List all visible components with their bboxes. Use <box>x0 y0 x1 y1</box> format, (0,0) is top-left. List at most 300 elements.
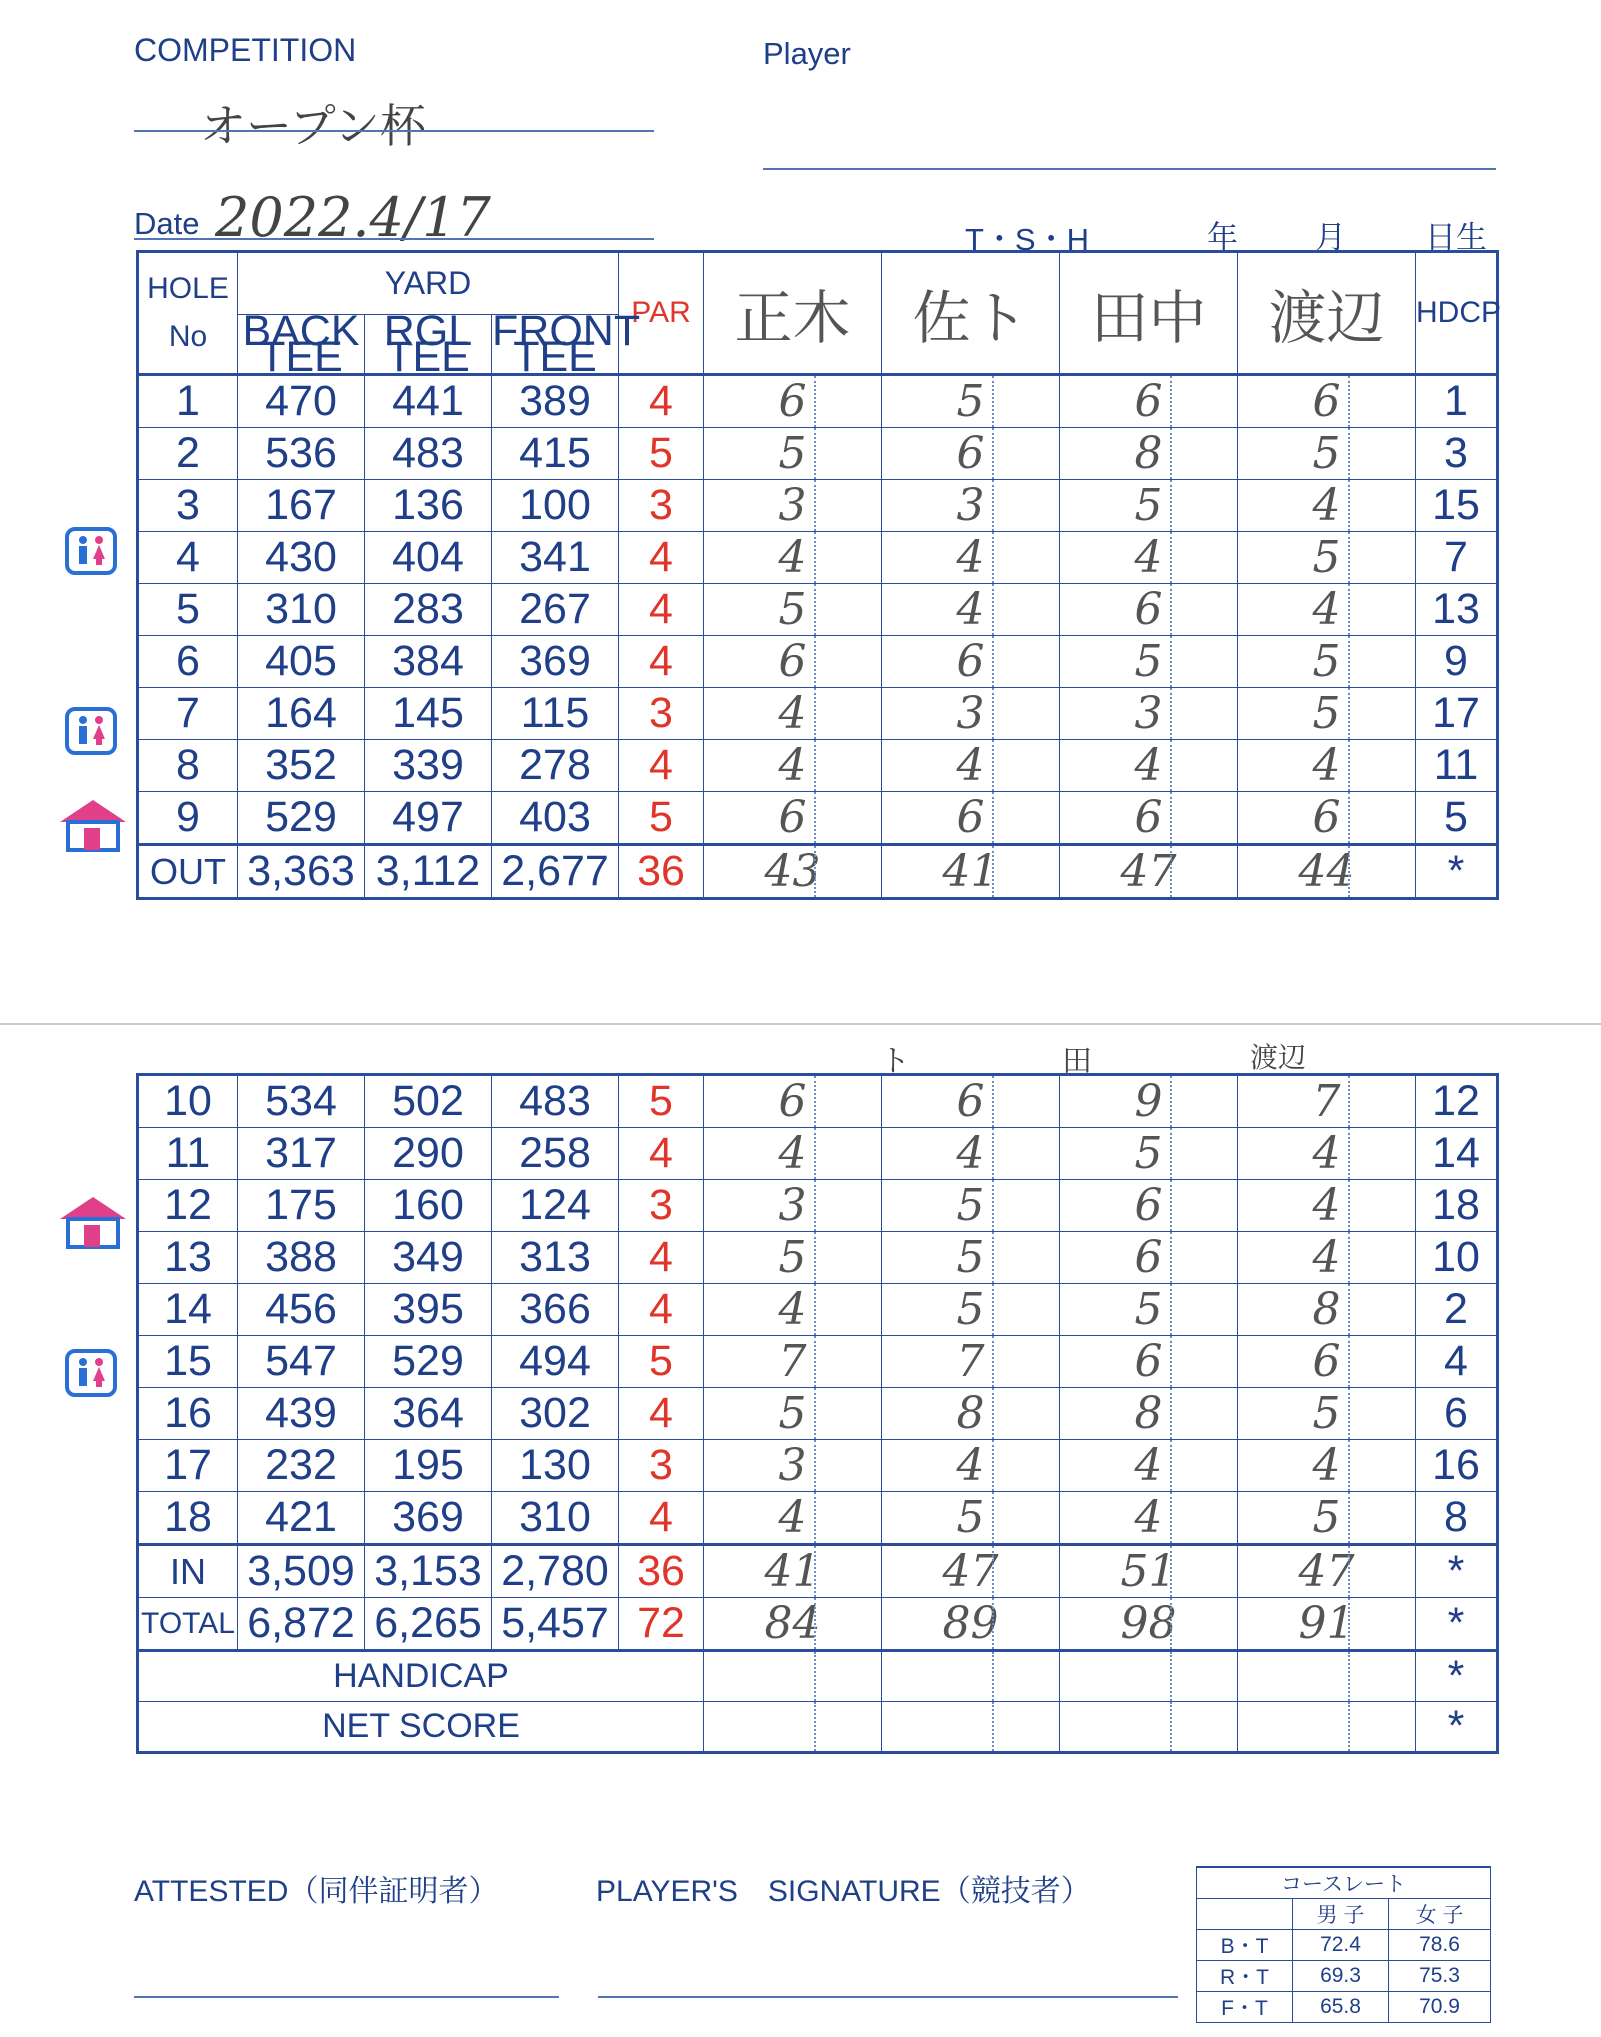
back-tee-yard: 470 <box>238 375 365 428</box>
front-tee-yard: 310 <box>492 1492 619 1545</box>
score-value: 7 <box>1312 1076 1341 1127</box>
score-value: 3 <box>956 688 985 739</box>
back-tee-yard: 175 <box>238 1180 365 1232</box>
yard-header: YARD <box>238 252 619 315</box>
par-value: 3 <box>619 480 704 532</box>
player-line <box>763 168 1496 170</box>
score-value: 5 <box>1134 1128 1163 1179</box>
front-tee-yard: 115 <box>492 688 619 740</box>
rgl-tee-yard: 395 <box>365 1284 492 1336</box>
score-cell <box>1238 792 1416 845</box>
score-value: 4 <box>778 532 807 583</box>
score-value: 4 <box>1134 1492 1163 1543</box>
score-cell <box>1238 1075 1416 1128</box>
score-value: 4 <box>778 1128 807 1179</box>
score-cell <box>1060 584 1238 636</box>
score-cell <box>1238 1284 1416 1336</box>
hole-row <box>138 532 1498 584</box>
score-cell <box>1238 1180 1416 1232</box>
score-value: 4 <box>1134 740 1163 791</box>
score-value: 5 <box>778 1232 807 1283</box>
rgl-tee-yard: 364 <box>365 1388 492 1440</box>
hdcp-value: 2 <box>1416 1284 1498 1336</box>
back-tee-yard: 456 <box>238 1284 365 1336</box>
front-tee-yard: 278 <box>492 740 619 792</box>
back-tee-total: 6,872 <box>238 1598 365 1651</box>
row-label: TOTAL <box>138 1598 238 1651</box>
front-tee-yard: 494 <box>492 1336 619 1388</box>
score-value: 3 <box>778 1180 807 1231</box>
score-value: 8 <box>1134 1388 1163 1439</box>
score-cell <box>1060 1545 1238 1598</box>
rgl-tee-yard: 502 <box>365 1075 492 1128</box>
score-value: 6 <box>1312 1336 1341 1387</box>
rgl-tee-yard: 160 <box>365 1180 492 1232</box>
course-rate-table <box>1196 1866 1491 2023</box>
hdcp-header: HDCP <box>1416 252 1498 375</box>
score-value: 6 <box>1134 376 1163 427</box>
course-rate-women: 70.9 <box>1389 1992 1491 2023</box>
score-cell <box>704 740 882 792</box>
hole-number: 12 <box>138 1180 238 1232</box>
par-total: 36 <box>619 1545 704 1598</box>
back-tee-yard: 421 <box>238 1492 365 1545</box>
birth-label: 日生 <box>1425 220 1487 255</box>
score-value: 5 <box>1312 1492 1341 1543</box>
hole-number: 17 <box>138 1440 238 1492</box>
rest-house-icon <box>58 1195 128 1249</box>
score-cell <box>704 688 882 740</box>
back-tee-yard: 405 <box>238 636 365 688</box>
front-tee-yard: 267 <box>492 584 619 636</box>
score-value: 5 <box>778 1388 807 1439</box>
hole-number: 14 <box>138 1284 238 1336</box>
signature-label: PLAYER'S SIGNATURE（競技者） <box>596 1875 1091 1908</box>
course-rate-tee: F・T <box>1197 1992 1293 2023</box>
score-cell <box>704 1232 882 1284</box>
score-cell <box>704 792 882 845</box>
score-cell <box>1060 1702 1238 1753</box>
score-value: 4 <box>778 740 807 791</box>
score-cell <box>1060 1598 1238 1651</box>
player-name-4: 渡辺 <box>1238 252 1416 375</box>
rgl-tee-yard: 195 <box>365 1440 492 1492</box>
score-cell <box>1060 792 1238 845</box>
score-value: 6 <box>778 792 807 843</box>
score-value: 4 <box>956 584 985 635</box>
score-value: 98 <box>1120 1598 1177 1649</box>
score-cell <box>704 1492 882 1545</box>
front-tee-yard: 483 <box>492 1075 619 1128</box>
back-tee-yard: 439 <box>238 1388 365 1440</box>
hdcp-value: 8 <box>1416 1492 1498 1545</box>
score-cell <box>882 1232 1060 1284</box>
score-value: 8 <box>1134 428 1163 479</box>
score-value: 5 <box>778 584 807 635</box>
score-cell <box>882 375 1060 428</box>
score-value: 5 <box>956 376 985 427</box>
score-value: 47 <box>942 1546 999 1597</box>
score-cell <box>882 1180 1060 1232</box>
row-label: OUT <box>138 845 238 899</box>
score-value: 4 <box>1312 480 1341 531</box>
score-value: 4 <box>1312 1232 1341 1283</box>
score-cell <box>1060 636 1238 688</box>
score-cell <box>1060 688 1238 740</box>
hole-row <box>138 480 1498 532</box>
score-value: 6 <box>1134 1336 1163 1387</box>
front-tee-total: 2,780 <box>492 1545 619 1598</box>
score-value: 4 <box>1312 1440 1341 1491</box>
hdcp-value: 14 <box>1416 1128 1498 1180</box>
score-cell <box>704 1598 882 1651</box>
score-value: 6 <box>1134 1232 1163 1283</box>
score-cell <box>704 1388 882 1440</box>
score-cell <box>1238 1545 1416 1598</box>
par-value: 4 <box>619 1284 704 1336</box>
score-value: 51 <box>1120 1546 1177 1597</box>
par-value: 4 <box>619 740 704 792</box>
score-value: 4 <box>1312 740 1341 791</box>
score-cell <box>882 845 1060 899</box>
score-value: 4 <box>956 532 985 583</box>
score-value: 6 <box>1312 376 1341 427</box>
hdcp-value: 3 <box>1416 428 1498 480</box>
row-label: HANDICAP <box>138 1651 704 1702</box>
score-cell <box>1060 1180 1238 1232</box>
restroom-icon <box>65 527 117 575</box>
date-label: Date <box>134 206 200 241</box>
hole-number: 1 <box>138 375 238 428</box>
score-cell <box>1060 1388 1238 1440</box>
player-label: Player <box>763 36 851 71</box>
score-cell <box>1060 740 1238 792</box>
hole-no-header: HOLE No <box>138 252 238 375</box>
back-tee-yard: 167 <box>238 480 365 532</box>
front-tee-yard: 124 <box>492 1180 619 1232</box>
hole-row <box>138 1075 1498 1128</box>
score-cell <box>704 845 882 899</box>
score-value: 84 <box>764 1598 821 1649</box>
restroom-icon <box>65 1349 117 1397</box>
score-value: 6 <box>778 636 807 687</box>
par-value: 4 <box>619 1232 704 1284</box>
score-cell <box>882 1492 1060 1545</box>
score-cell <box>882 1388 1060 1440</box>
score-value: 47 <box>1120 846 1177 897</box>
course-rate-blank <box>1197 1899 1293 1930</box>
hdcp-value: * <box>1416 1545 1498 1598</box>
score-cell <box>1060 1284 1238 1336</box>
score-cell <box>1060 480 1238 532</box>
score-value: 6 <box>1312 792 1341 843</box>
hole-row <box>138 1128 1498 1180</box>
hole-number: 18 <box>138 1492 238 1545</box>
score-value: 6 <box>956 1076 985 1127</box>
back-tee-yard: 536 <box>238 428 365 480</box>
hdcp-value: 18 <box>1416 1180 1498 1232</box>
back-tee-yard: 388 <box>238 1232 365 1284</box>
score-value: 44 <box>1298 846 1355 897</box>
course-rate-tee: R・T <box>1197 1961 1293 1992</box>
front-tee-yard: 369 <box>492 636 619 688</box>
score-cell <box>704 1075 882 1128</box>
hdcp-value: 1 <box>1416 375 1498 428</box>
back-tee-yard: 352 <box>238 740 365 792</box>
competition-line <box>134 130 654 132</box>
score-value: 5 <box>1134 636 1163 687</box>
hole-row <box>138 1492 1498 1545</box>
score-cell <box>1238 740 1416 792</box>
course-rate-men: 69.3 <box>1293 1961 1389 1992</box>
par-value: 4 <box>619 1128 704 1180</box>
par-total: 72 <box>619 1598 704 1651</box>
hdcp-value: 6 <box>1416 1388 1498 1440</box>
score-value: 4 <box>1312 1128 1341 1179</box>
hdcp-value: 17 <box>1416 688 1498 740</box>
year-label: 年 <box>1207 220 1238 255</box>
score-cell <box>882 688 1060 740</box>
score-value: 6 <box>1134 1180 1163 1231</box>
net-row <box>138 1702 1498 1753</box>
front-tee-yard: 403 <box>492 792 619 845</box>
rgl-tee-total: 6,265 <box>365 1598 492 1651</box>
score-cell <box>704 1702 882 1753</box>
score-cell <box>704 1284 882 1336</box>
front-tee-yard: 415 <box>492 428 619 480</box>
rgl-tee-yard: 369 <box>365 1492 492 1545</box>
score-cell <box>1238 1388 1416 1440</box>
score-value: 5 <box>956 1492 985 1543</box>
score-cell <box>1060 1128 1238 1180</box>
score-cell <box>1238 1128 1416 1180</box>
rgl-tee-yard: 290 <box>365 1128 492 1180</box>
back-tee-yard: 529 <box>238 792 365 845</box>
par-value: 5 <box>619 1336 704 1388</box>
score-value: 6 <box>956 636 985 687</box>
course-rate-women: 78.6 <box>1389 1930 1491 1961</box>
score-value: 3 <box>1134 688 1163 739</box>
hdcp-value: 12 <box>1416 1075 1498 1128</box>
score-cell <box>882 1702 1060 1753</box>
front-tee-yard: 258 <box>492 1128 619 1180</box>
score-value: 5 <box>1312 532 1341 583</box>
front-tee-yard: 130 <box>492 1440 619 1492</box>
score-cell <box>1060 375 1238 428</box>
score-value: 6 <box>1134 792 1163 843</box>
front-tee-total: 5,457 <box>492 1598 619 1651</box>
back-tee-yard: 547 <box>238 1336 365 1388</box>
hole-row <box>138 1284 1498 1336</box>
par-value: 4 <box>619 1492 704 1545</box>
score-cell <box>1238 1336 1416 1388</box>
initial-4: 渡辺 <box>1250 1041 1307 1074</box>
hole-row <box>138 1388 1498 1440</box>
hole-row <box>138 636 1498 688</box>
rgl-tee-yard: 529 <box>365 1336 492 1388</box>
score-cell <box>704 428 882 480</box>
score-cell <box>704 1440 882 1492</box>
score-value: 8 <box>1312 1284 1341 1335</box>
hole-number: 7 <box>138 688 238 740</box>
score-cell <box>1238 1232 1416 1284</box>
hole-row <box>138 1336 1498 1388</box>
hole-row <box>138 740 1498 792</box>
rest-house-icon <box>58 798 128 852</box>
back-tee-yard: 310 <box>238 584 365 636</box>
hole-number: 6 <box>138 636 238 688</box>
par-value: 4 <box>619 584 704 636</box>
front-tee-yard: 313 <box>492 1232 619 1284</box>
hole-row <box>138 584 1498 636</box>
signature-line <box>598 1996 1178 1998</box>
course-rate-men: 72.4 <box>1293 1930 1389 1961</box>
hole-number: 11 <box>138 1128 238 1180</box>
score-value: 6 <box>778 376 807 427</box>
score-cell <box>882 1545 1060 1598</box>
course-rate-women: 75.3 <box>1389 1961 1491 1992</box>
score-cell <box>882 1598 1060 1651</box>
score-cell <box>704 1545 882 1598</box>
hdcp-value: 7 <box>1416 532 1498 584</box>
score-value: 6 <box>956 428 985 479</box>
score-value: 6 <box>956 792 985 843</box>
hdcp-value: * <box>1416 845 1498 899</box>
score-cell <box>1060 1075 1238 1128</box>
score-value: 5 <box>1312 1388 1341 1439</box>
par-value: 3 <box>619 1440 704 1492</box>
score-cell <box>1238 845 1416 899</box>
hole-number: 10 <box>138 1075 238 1128</box>
rgl-tee-yard: 136 <box>365 480 492 532</box>
row-label: NET SCORE <box>138 1702 704 1753</box>
score-value: 5 <box>1312 688 1341 739</box>
score-cell <box>704 1180 882 1232</box>
competition-label: COMPETITION <box>134 32 357 68</box>
score-value: 5 <box>956 1232 985 1283</box>
score-cell <box>704 1128 882 1180</box>
course-rate-women-header: 女 子 <box>1389 1899 1491 1930</box>
hole-number: 2 <box>138 428 238 480</box>
hdcp-value: 4 <box>1416 1336 1498 1388</box>
rgl-tee-yard: 404 <box>365 532 492 584</box>
score-cell <box>704 532 882 584</box>
hole-row <box>138 1180 1498 1232</box>
score-value: 47 <box>1298 1546 1355 1597</box>
rgl-tee-yard: 145 <box>365 688 492 740</box>
front-tee-yard: 389 <box>492 375 619 428</box>
tsh-label: T・S・H <box>965 222 1089 257</box>
front-nine-table <box>136 250 1502 900</box>
score-value: 5 <box>956 1180 985 1231</box>
competition-value: オープン杯 <box>200 99 426 153</box>
hdcp-value: * <box>1416 1702 1498 1753</box>
score-value: 4 <box>778 1492 807 1543</box>
rgl-tee-yard: 497 <box>365 792 492 845</box>
score-cell <box>882 1336 1060 1388</box>
score-value: 43 <box>764 846 821 897</box>
front-tee-yard: 366 <box>492 1284 619 1336</box>
course-rate-tee: B・T <box>1197 1930 1293 1961</box>
score-cell <box>1060 532 1238 584</box>
rgl-tee-header: RGL TEE <box>365 315 492 375</box>
hdcp-value: 11 <box>1416 740 1498 792</box>
score-value: 4 <box>778 688 807 739</box>
score-cell <box>1238 375 1416 428</box>
player-name-2: 佐ト <box>882 252 1060 375</box>
back-tee-total: 3,363 <box>238 845 365 899</box>
score-cell <box>1060 1440 1238 1492</box>
front-tee-yard: 302 <box>492 1388 619 1440</box>
par-value: 3 <box>619 688 704 740</box>
rgl-tee-yard: 339 <box>365 740 492 792</box>
score-value: 6 <box>1134 584 1163 635</box>
par-header: PAR <box>619 252 704 375</box>
hole-row <box>138 428 1498 480</box>
score-cell <box>1238 1702 1416 1753</box>
score-value: 41 <box>764 1546 821 1597</box>
score-cell <box>882 1284 1060 1336</box>
score-cell <box>1238 480 1416 532</box>
rgl-tee-yard: 384 <box>365 636 492 688</box>
score-cell <box>1238 584 1416 636</box>
score-cell <box>882 1651 1060 1702</box>
hole-number: 8 <box>138 740 238 792</box>
score-value: 4 <box>778 1284 807 1335</box>
hole-number: 15 <box>138 1336 238 1388</box>
course-rate-title: コースレート <box>1197 1867 1491 1899</box>
score-cell <box>704 375 882 428</box>
back-tee-yard: 232 <box>238 1440 365 1492</box>
score-value: 3 <box>778 1440 807 1491</box>
score-cell <box>882 1440 1060 1492</box>
hdcp-value: * <box>1416 1598 1498 1651</box>
course-rate-men-header: 男 子 <box>1293 1899 1389 1930</box>
score-value: 8 <box>956 1388 985 1439</box>
hole-number: 4 <box>138 532 238 584</box>
score-cell <box>882 636 1060 688</box>
score-cell <box>1238 532 1416 584</box>
month-label: 月 <box>1315 220 1346 255</box>
back-tee-yard: 430 <box>238 532 365 584</box>
back-tee-yard: 317 <box>238 1128 365 1180</box>
score-value: 7 <box>778 1336 807 1387</box>
hole-number: 3 <box>138 480 238 532</box>
score-cell <box>882 480 1060 532</box>
hole-number: 13 <box>138 1232 238 1284</box>
score-value: 5 <box>1312 428 1341 479</box>
score-cell <box>1238 1440 1416 1492</box>
score-value: 4 <box>956 1440 985 1491</box>
par-value: 5 <box>619 792 704 845</box>
fold-line <box>0 1023 1601 1025</box>
score-cell <box>882 428 1060 480</box>
score-value: 4 <box>956 740 985 791</box>
score-value: 3 <box>778 480 807 531</box>
player-name-3: 田中 <box>1060 252 1238 375</box>
front-tee-header: FRONT TEE <box>492 307 641 381</box>
date-line <box>134 238 654 240</box>
score-cell <box>882 532 1060 584</box>
score-value: 5 <box>778 428 807 479</box>
score-cell <box>1238 1492 1416 1545</box>
hdcp-value: * <box>1416 1651 1498 1702</box>
score-value: 3 <box>956 480 985 531</box>
score-value: 5 <box>1134 1284 1163 1335</box>
hole-row <box>138 688 1498 740</box>
score-cell <box>1238 688 1416 740</box>
in-row <box>138 1545 1498 1598</box>
